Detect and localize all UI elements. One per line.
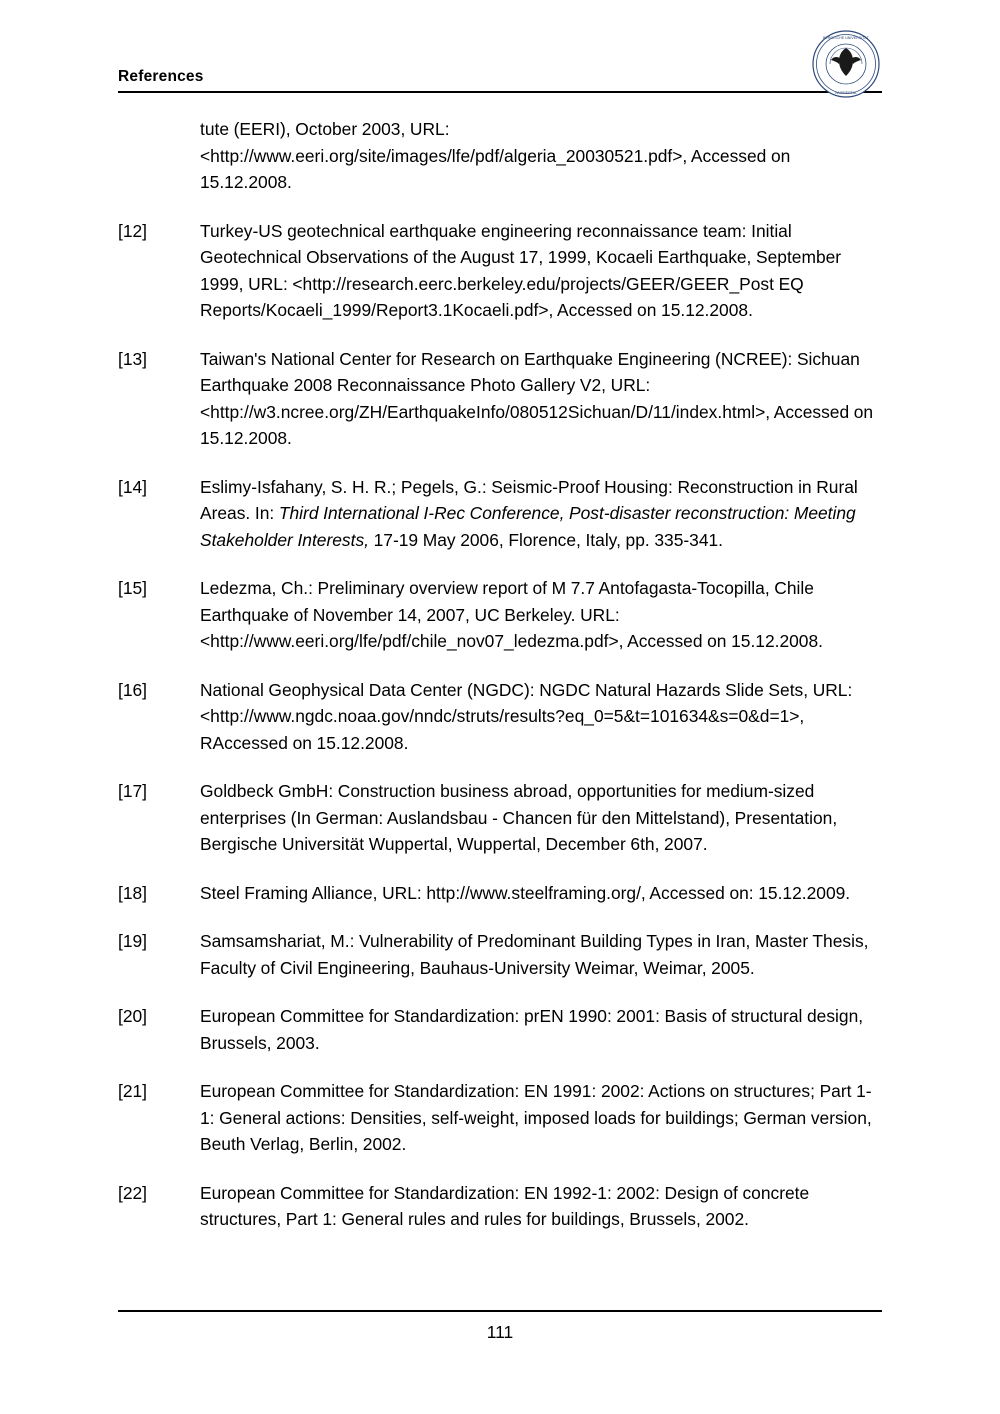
reference-entry — [118, 928, 882, 981]
reference-text — [200, 474, 882, 554]
reference-text-plain: European Committee for Standardization: EN 1992-1: 2002: Design of concrete structures, Part 1: General rules and rules for buildings, Brussels, 2002. — [200, 1182, 810, 1229]
reference-number: [13] — [118, 348, 148, 369]
reference-number: [17] — [118, 781, 148, 801]
reference-text — [200, 575, 882, 655]
reference-number: [16] — [118, 679, 148, 700]
reference-number: [19] — [118, 931, 148, 951]
reference-number: [12] — [118, 220, 148, 241]
reference-number: [14] — [118, 476, 148, 497]
reference-text — [200, 346, 882, 452]
reference-text — [200, 1180, 882, 1233]
page-header — [118, 28, 882, 100]
reference-number: [18] — [118, 882, 148, 903]
references-list — [118, 116, 882, 1233]
reference-text — [200, 1078, 882, 1158]
reference-text — [200, 928, 882, 981]
reference-text-plain: National Geophysical Data Center (NGDC): NGDC Natural Hazards Slide Sets, URL: <http://www.ngdc.noaa.gov/nndc/struts/results?eq_0=5&t=101634&s=0&d=1>, RAccessed on 15.12.2008. — [200, 679, 853, 753]
reference-text-plain: tute (EERI), October 2003, URL: <http://www.eeri.org/site/images/lfe/pdf/algeria_20030521.pdf>, Accessed on 15.12.2008. — [200, 119, 791, 192]
header-divider — [118, 91, 882, 93]
page-number: 111 — [486, 1322, 514, 1342]
header-title: References — [118, 68, 204, 85]
reference-number: [15] — [118, 578, 148, 598]
reference-entry — [118, 575, 882, 655]
reference-entry — [118, 474, 882, 554]
reference-entry — [118, 880, 882, 907]
reference-text-plain: European Committee for Standardization: EN 1991: 2002: Actions on structures; Part 1-1: General actions: Densities, self-weight, imposed loads for buildings; German version, Beuth Verlag, Berlin, 2002. — [200, 1081, 872, 1154]
reference-text — [200, 1003, 882, 1056]
reference-number: [22] — [118, 1182, 148, 1203]
reference-number: [21] — [118, 1081, 148, 1101]
reference-text-plain: Eslimy-Isfahany, S. H. R.; Pegels, G.: Seismic-Proof Housing: Reconstruction in Rural Areas. In: — [200, 476, 858, 523]
svg-text:BERGISCHE UNIVERSITÄT: BERGISCHE UNIVERSITÄT — [823, 36, 869, 40]
reference-text-plain: European Committee for Standardization: prEN 1990: 2001: Basis of structural design, Brussels, 2003. — [200, 1006, 864, 1053]
reference-entry — [118, 677, 882, 757]
svg-text:WUPPERTAL: WUPPERTAL — [834, 91, 858, 95]
reference-number: [20] — [118, 1006, 148, 1026]
reference-text — [200, 116, 882, 196]
reference-entry — [118, 778, 882, 858]
reference-text-italic: Third International I-Rec Conference, Post-disaster reconstruction: Meeting Stakeholder Interests, — [200, 503, 856, 550]
reference-text-plain: Samsamshariat, M.: Vulnerability of Predominant Building Types in Iran, Master Thesis, Faculty of Civil Engineering, Bauhaus-University Weimar, Weimar, 2005. — [200, 931, 869, 978]
reference-text-plain: Steel Framing Alliance, URL: http://www.steelframing.org/, Accessed on: 15.12.2009. — [200, 882, 851, 903]
reference-entry — [118, 1003, 882, 1056]
reference-entry — [118, 218, 882, 324]
reference-text — [200, 677, 882, 757]
reference-entry — [118, 1180, 882, 1233]
reference-text-plain: 17-19 May 2006, Florence, Italy, pp. 335-341. — [373, 529, 724, 550]
reference-entry — [118, 346, 882, 452]
reference-text — [200, 880, 882, 907]
reference-entry — [118, 1078, 882, 1158]
reference-text-plain: Taiwan's National Center for Research on Earthquake Engineering (NCREE): Sichuan Earthquake 2008 Reconnaissance Photo Gallery V2, URL: <http://w3.ncree.org/ZH/EarthquakeInfo/080512Sichuan/D/11/index.html>, Accessed on 15.12.2008. — [200, 348, 874, 448]
university-seal-icon — [810, 28, 882, 100]
reference-text-plain: Turkey-US geotechnical earthquake engineering reconnaissance team: Initial Geotechnical Observations of the August 17, 1999, Kocaeli Earthquake, September 1999, URL: <http://research.eerc.berkeley.edu/projects/GEER/GEER_Post EQ Reports/Kocaeli_1999/Report3.1Kocaeli.pdf>, Accessed on 15.12.2008. — [200, 220, 842, 320]
reference-text-plain: Ledezma, Ch.: Preliminary overview report of M 7.7 Antofagasta-Tocopilla, Chile Earthquake of November 14, 2007, UC Berkeley. URL: <http://www.eeri.org/lfe/pdf/chile_nov07_ledezma.pdf>, Accessed on 15.12.2008. — [200, 578, 823, 651]
reference-text — [200, 778, 882, 858]
reference-text-plain: Goldbeck GmbH: Construction business abroad, opportunities for medium-sized enterprises (In German: Auslandsbau - Chancen für den Mittelstand), Presentation, Bergische Universität Wuppertal, Wuppertal, December 6th, 2007. — [200, 781, 838, 854]
reference-entry — [118, 116, 882, 196]
reference-text — [200, 218, 882, 324]
footer-divider — [118, 1310, 882, 1312]
